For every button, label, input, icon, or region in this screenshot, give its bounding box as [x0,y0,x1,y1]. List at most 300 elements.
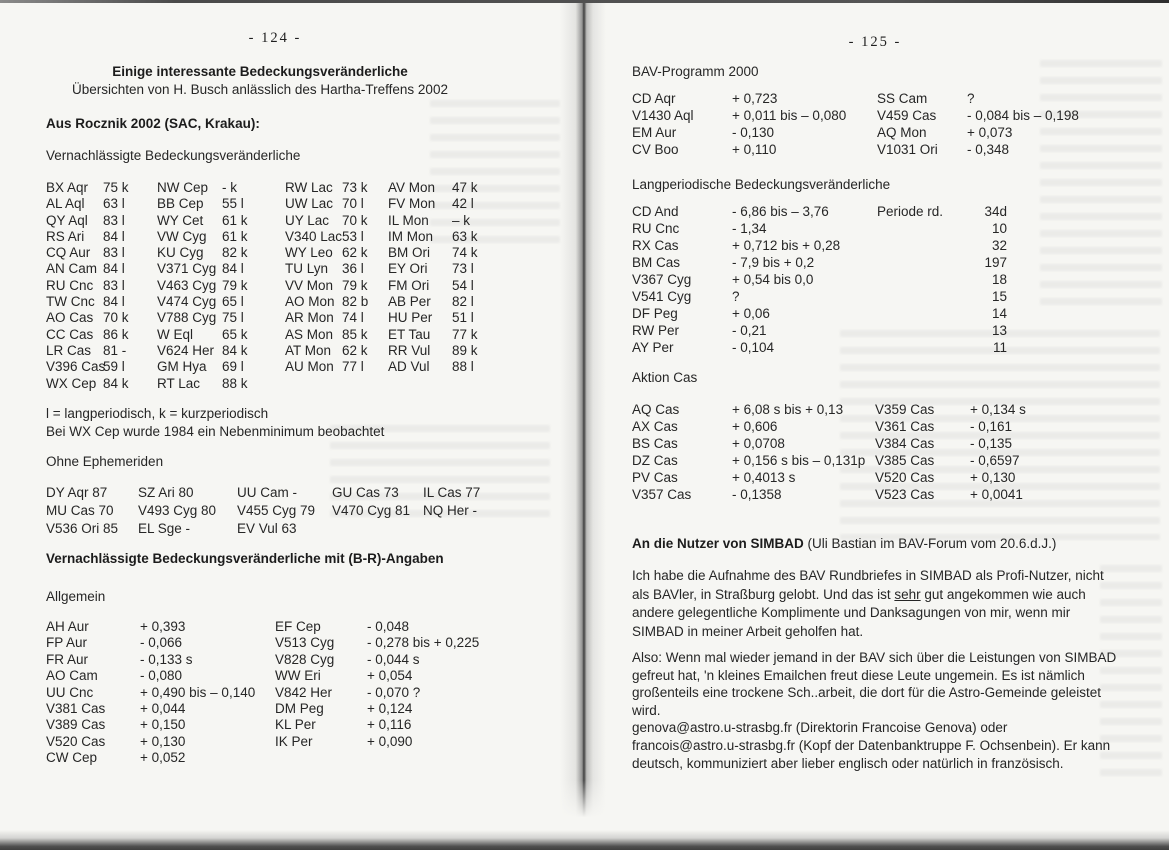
simbad-heading-attribution: (Uli Bastian im BAV-Forum vom 20.6.d.J.) [803,536,1057,551]
star-year-type: 42 l [452,196,474,212]
star-row [157,376,248,392]
star-row [285,310,368,326]
star-name: AQ Mon [877,125,927,140]
star-year-type: 54 l [452,277,474,293]
section-subheading-neglected: Vernachlässigte Bedeckungsveränderliche [46,148,301,163]
br-value: - 0,044 s [367,651,420,667]
star-year-type: – k [452,212,471,228]
star-row [157,327,248,343]
star-name: AB Per [388,294,431,310]
star-row [388,229,478,245]
star-row [46,213,129,229]
star-year-type: 36 l [342,261,364,277]
star-year-type: 84 l [103,294,125,310]
paragraph-text: Ich habe die Aufnahme des BAV Rundbriefes in SIMBAD als Profi-Nutzer, nicht als BAVler, in Straßburg gelobt. Und das ist [632,568,1104,602]
star-name: HU Per [388,310,433,326]
section-heading-rocznik: Aus Rocznik 2002 (SAC, Krakau): [46,116,260,131]
br-value: - 0,084 bis – 0,198 [967,108,1079,123]
star-name: AT Mon [285,342,332,358]
star-name: DM Peg [275,700,324,716]
star-name: EY Ori [388,261,428,277]
star-row [157,343,248,359]
long-period-row [632,305,1007,322]
star-row [157,310,248,326]
star-table-col2 [157,180,248,392]
star-name: FV Mon [388,196,436,212]
star-name: UW Lac [285,196,334,212]
star-name: V367 Cyg [632,272,692,287]
br-value: + 0,0041 [970,487,1023,502]
star-name: V474 Cyg [157,294,217,310]
star-year-type: 61 k [222,212,248,228]
star-name: V384 Cas [875,436,935,451]
star-name: V371 Cyg [157,261,217,277]
star-name: V1430 Aql [632,108,694,123]
star-year-type: 89 k [452,342,478,358]
br-row [46,635,255,651]
br-value: - 6,86 bis – 3,76 [732,204,829,219]
star-name: AU Mon [285,359,334,375]
star-row [285,196,368,212]
br-row [46,701,255,717]
star-year-type: 84 l [103,228,125,244]
br-value: + 0,090 [367,733,413,749]
star-name: V359 Cas [875,402,935,417]
star-name: RW Lac [285,180,333,195]
aktion-row [632,401,865,418]
long-period-row [632,237,1007,254]
bav-table-left [632,90,846,158]
star-year-type: 65 k [222,326,248,342]
email-line-francois: francois@astro.u-strasbg.fr (Kopf der Datenbanktruppe F. Ochsenbein). Er kann deutsch, kommuniziert aber lieber englisch oder natürlich in französisch. [632,737,1111,771]
star-name: AO Cam [46,668,98,684]
br-value: - 0,133 s [140,651,193,667]
star-year-type: 74 k [452,245,478,261]
star-name: RR Vul [388,342,431,358]
br-value: + 0,130 [140,733,186,749]
br-value: - 0,066 [140,635,183,651]
star-row [46,327,129,343]
br-value: + 0,134 s [970,402,1026,417]
star-name: V389 Cas [46,717,106,733]
br-row [275,619,479,635]
star-name: TU Lyn [285,261,329,277]
scan-top-edge [0,0,1169,3]
bav-row [632,107,846,124]
star-row [46,229,129,245]
star-year-type: 62 k [342,245,368,261]
star-name: IK Per [275,733,313,749]
star-year-type: 69 l [222,359,244,375]
aktion-row [632,418,865,435]
br-value: + 6,08 s bis + 0,13 [732,402,844,417]
star-name: TW Cnc [46,294,95,310]
star-year-type: 70 k [342,212,368,228]
star-name: AN Cam [46,261,98,277]
long-period-row [632,322,1007,339]
star-year-type: 82 l [452,294,474,310]
star-row [157,359,248,375]
star-name: AR Mon [285,310,334,326]
star-year-type: 75 l [222,310,244,326]
list-item: V493 Cyg 80 [138,503,217,518]
section-heading-langperiodische: Langperiodische Bedeckungsveränderliche [632,177,891,192]
star-year-type: 84 k [103,375,129,391]
br-value: + 0,393 [140,619,186,634]
star-name: KU Cyg [157,245,204,261]
star-row [388,343,478,359]
br-table-left [46,619,255,767]
star-name: AS Mon [285,326,334,342]
list-item: GU Cas 73 [332,485,399,500]
long-period-row [632,220,1007,237]
star-name: KL Per [275,717,316,733]
star-row [157,213,248,229]
title-block [40,63,480,99]
star-year-type: 88 k [222,375,248,391]
star-year-type: 65 l [222,294,244,310]
star-name: CW Cep [46,750,98,766]
no-ephemeris-list [46,484,480,538]
star-row [157,278,248,294]
legend-line2: Bei WX Cep wurde 1984 ein Nebenminimum beobachtet [46,424,385,439]
star-row [46,310,129,326]
star-row [388,213,478,229]
bav-row [632,90,846,107]
aktion-row [632,452,865,469]
star-row [46,261,129,277]
br-value: - 0,1358 [732,487,782,502]
star-name: BB Cep [157,196,204,212]
list-item: EV Vul 63 [237,521,297,536]
star-name: WY Cet [157,212,204,228]
simbad-paragraph-2 [632,649,1118,772]
br-value: - 0,104 [732,340,775,355]
star-year-type: 84 l [222,261,244,277]
star-year-type: 77 k [452,326,478,342]
period-days: 34d [984,204,1007,219]
star-name: BM Cas [632,255,681,270]
star-year-type: 79 k [222,277,248,293]
star-name: V463 Cyg [157,277,217,293]
star-row [46,245,129,261]
long-period-row [632,339,1007,356]
star-name: V385 Cas [875,453,935,468]
br-value: + 0,156 s bis – 0,131p [732,453,866,468]
br-table-right [275,619,479,750]
star-row [46,278,129,294]
star-name: RU Cnc [632,221,680,236]
period-days: 18 [991,272,1007,287]
paragraph-text: Also: Wenn mal wieder jemand in der BAV sich über die Leistungen von SIMBAD gefreut hat, 'n kleines Emailchen freut diese Leute ungemein. Es ist nämlich großenteils eine trockene Sch..arbeit, die dort für die Astro-Gemeinde geleistet wird. [632,650,1117,718]
star-name: W Eql [157,326,194,342]
long-period-table [632,203,1007,356]
star-row [388,294,478,310]
br-value: - 0,278 bis + 0,225 [367,635,480,651]
star-row [157,196,248,212]
br-row [46,685,255,701]
list-item: V536 Ori 85 [46,521,119,536]
aktion-row [632,469,865,486]
star-name: V842 Her [275,684,333,700]
star-year-type: 55 l [222,196,244,212]
aktion-row [875,418,1026,435]
star-name: V513 Cyg [275,635,335,651]
star-year-type: 70 l [342,196,364,212]
star-row [285,180,368,196]
star-name: WX Cep [46,375,97,391]
br-value: - 0,21 [732,323,767,338]
br-value: ? [732,289,740,304]
br-value: - 0,130 [732,125,775,140]
star-name: VV Mon [285,277,334,293]
period-label: Periode rd. [877,204,944,219]
page-number: - 125 - [848,34,902,50]
section-heading-aktion-cas: Aktion Cas [632,370,698,385]
star-year-type: - k [222,180,237,195]
star-name: UU Cnc [46,684,94,700]
br-row [46,734,255,750]
star-row [157,261,248,277]
br-value: - 7,9 bis + 0,2 [732,255,815,270]
star-row [46,294,129,310]
star-name: V520 Cas [875,470,935,485]
star-name: FP Aur [46,635,88,651]
star-name: FM Ori [388,277,430,293]
period-days: 10 [991,221,1007,236]
paragraph-text: gut angekommen wie auch andere gelegentliche Komplimente und Danksagungen von mir, wenn mir SIMBAD in meiner Arbeit geholfen hat. [632,586,1086,639]
star-year-type: 73 k [342,180,368,195]
br-value: + 0,490 bis – 0,140 [140,684,256,700]
aktion-row [875,452,1026,469]
aktion-table-right [875,401,1026,503]
star-name: GM Hya [157,359,207,375]
star-year-type: 63 k [452,228,478,244]
br-value: + 0,712 bis + 0,28 [732,238,841,253]
br-row [46,717,255,733]
star-name: FR Aur [46,651,89,667]
star-year-type: 85 k [342,326,368,342]
bav-row [877,124,1079,141]
star-row [157,180,248,196]
aktion-row [632,486,865,503]
star-table-col3 [285,180,368,376]
legend-line1: l = langperiodisch, k = kurzperiodisch [46,406,269,421]
br-value: + 0,054 [367,668,413,684]
star-name: CD And [632,204,679,219]
br-value: + 0,073 [967,125,1013,140]
br-value: - 0,6597 [970,453,1020,468]
star-year-type: 81 - [103,342,127,358]
star-row [285,278,368,294]
br-row [275,635,479,651]
list-item: UU Cam - [237,485,297,500]
star-year-type: 51 l [452,310,474,326]
br-row [275,668,479,684]
br-value: - 0,135 [970,436,1013,451]
br-value: + 0,606 [732,419,778,434]
star-row [46,343,129,359]
aktion-row [875,435,1026,452]
star-name: RT Lac [157,375,201,391]
br-row [275,701,479,717]
br-value: + 0,54 bis 0,0 [732,272,814,287]
list-item: NQ Her - [423,503,477,518]
star-name: LR Cas [46,342,92,358]
br-value: + 0,06 [732,306,770,321]
list-item: V455 Cyg 79 [237,503,316,518]
star-year-type: 59 l [103,359,125,375]
section-heading-br: Vernachlässigte Bedeckungsveränderliche mit (B-R)-Angaben [46,551,444,566]
star-year-type: 82 b [342,294,369,310]
star-year-type: 77 l [342,359,364,375]
br-value: + 0,150 [140,717,186,733]
period-days: 15 [991,289,1007,304]
br-value: + 0,4013 s [732,470,796,485]
br-row [46,652,255,668]
star-name: V357 Cas [632,487,692,502]
star-row [388,180,478,196]
star-row [388,359,478,375]
star-year-type: 83 l [103,245,125,261]
star-name: IL Mon [388,212,429,228]
star-name: WY Leo [285,245,333,261]
br-value: - 0,070 ? [367,684,421,700]
star-row [46,376,129,392]
br-value: + 0,116 [367,717,412,733]
star-name: DZ Cas [632,453,678,468]
star-row [157,294,248,310]
period-days: 11 [992,340,1007,355]
star-name: AO Cas [46,310,94,326]
book-gutter-fade [560,780,606,830]
star-name: RU Cnc [46,277,94,293]
list-item: EL Sge - [138,521,191,536]
aktion-row [632,435,865,452]
simbad-paragraph-1 [632,567,1114,641]
star-name: V361 Cas [875,419,935,434]
star-table-col4 [388,180,478,376]
star-name: BM Ori [388,245,430,261]
star-name: EM Aur [632,125,677,140]
br-value: - 0,348 [967,142,1010,157]
star-name: RW Per [632,323,680,338]
star-name: ET Tau [388,326,431,342]
star-name: EF Cep [275,619,321,634]
period-days: 197 [984,255,1007,270]
br-value: - 1,34 [732,221,767,236]
long-period-row [632,271,1007,288]
star-year-type: 53 l [342,228,364,244]
star-name: WW Eri [275,668,321,684]
list-item: V470 Cyg 81 [332,503,411,518]
list-item: DY Aqr 87 [46,485,108,500]
star-table-col1 [46,180,129,392]
star-row [388,278,478,294]
br-value: ? [967,91,975,106]
bav-row [877,90,1079,107]
page-number: - 124 - [248,30,302,46]
br-value: + 0,052 [140,750,186,766]
star-year-type: 70 k [103,310,129,326]
book-gutter-shadow [560,0,606,828]
star-name: V624 Her [157,342,215,358]
article-subtitle: Übersichten von H. Busch anlässlich des Hartha-Treffens 2002 [72,82,448,97]
bav-table-right [877,90,1079,158]
star-name: V523 Cas [875,487,935,502]
star-year-type: 84 k [222,342,248,358]
list-item: MU Cas 70 [46,503,114,518]
star-name: V828 Cyg [275,651,335,667]
star-name: AX Cas [632,419,678,434]
star-year-type: 79 k [342,277,368,293]
star-year-type: 83 l [103,212,125,228]
star-name: NW Cep [157,180,209,195]
star-row [46,180,129,196]
star-name: AL Aql [46,196,85,212]
star-name: RX Cas [632,238,679,253]
star-name: IM Mon [388,228,434,244]
no-ephemeris-row [46,502,480,520]
star-year-type: 84 l [103,261,125,277]
br-row [46,619,255,635]
legend [46,405,384,441]
star-name: V396 Cas [46,359,106,375]
star-row [285,229,368,245]
bav-row [632,124,846,141]
star-row [285,245,368,261]
no-ephemeris-row [46,484,480,502]
star-name: AO Mon [285,294,335,310]
long-period-row [632,288,1007,305]
br-value: - 0,161 [970,419,1013,434]
star-name: AV Mon [388,180,436,195]
star-name: V459 Cas [877,108,937,123]
br-row [275,717,479,733]
aktion-row [875,469,1026,486]
br-row [275,734,479,750]
star-name: V381 Cas [46,700,106,716]
star-year-type: 74 l [342,310,364,326]
star-row [157,229,248,245]
star-row [285,261,368,277]
section-subheading-allgemein: Allgemein [46,589,106,604]
star-year-type: 83 l [103,277,125,293]
bav-row [877,107,1079,124]
star-row [157,245,248,261]
no-ephemeris-row [46,520,480,538]
period-days: 32 [991,238,1007,253]
star-row [285,343,368,359]
star-row [388,261,478,277]
br-row [275,652,479,668]
br-value: + 0,044 [140,700,186,716]
star-name: SS Cam [877,91,928,106]
star-row [46,196,129,212]
section-heading-ohne-ephemeriden: Ohne Ephemeriden [46,454,164,469]
star-name: RS Ari [46,228,85,244]
bav-row [632,141,846,158]
star-name: AH Aur [46,619,89,634]
star-year-type: 61 k [222,228,248,244]
list-item: IL Cas 77 [423,485,481,500]
underlined-word: sehr [894,586,921,602]
scan-bottom-edge [0,830,1169,850]
br-value: - 0,080 [140,668,183,684]
period-days: 14 [991,306,1007,321]
star-row [285,213,368,229]
star-name: CV Boo [632,142,679,157]
